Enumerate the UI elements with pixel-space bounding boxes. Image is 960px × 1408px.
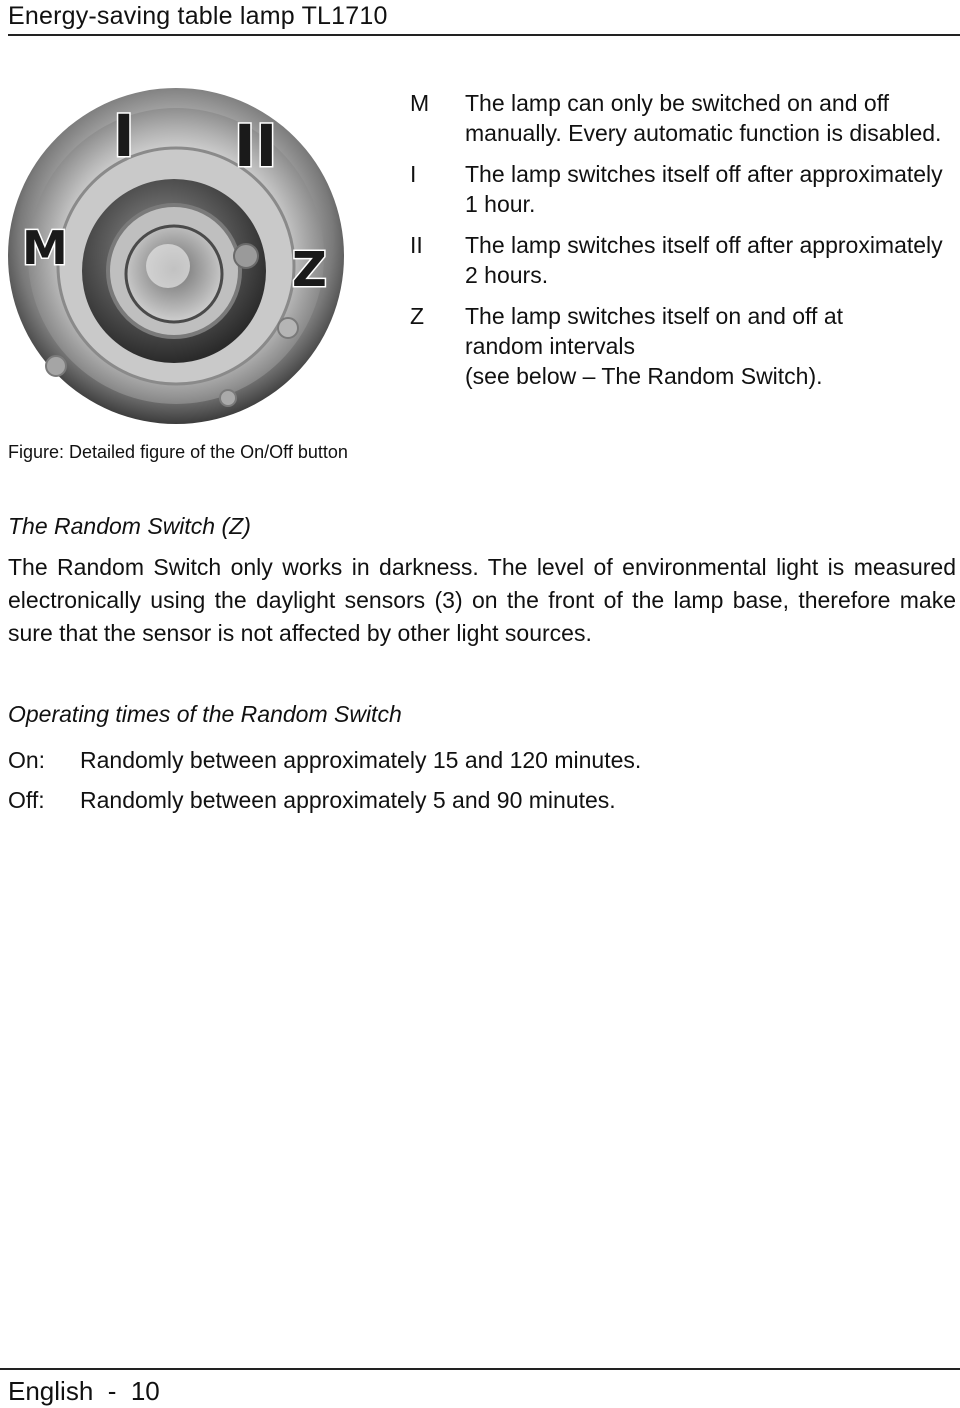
random-switch-heading: The Random Switch (Z) bbox=[8, 513, 251, 539]
mode-description-line: (see below – The Random Switch). bbox=[465, 363, 823, 389]
page-title: Energy-saving table lamp TL1710 bbox=[8, 2, 388, 30]
mode-item-z bbox=[410, 301, 955, 391]
mode-description: The lamp switches itself off after approximately 2 hours. bbox=[465, 232, 943, 288]
operating-times-heading: Operating times of the Random Switch bbox=[8, 701, 402, 727]
mode-item-ii bbox=[410, 230, 955, 290]
mode-description: The lamp can only be switched on and off manually. Every automatic function is disabled. bbox=[465, 90, 942, 146]
page-number: English - 10 bbox=[8, 1376, 160, 1406]
mode-key: Z bbox=[410, 303, 425, 329]
mode-key: M bbox=[410, 90, 430, 116]
mode-description-line: The lamp switches itself on and off at bbox=[465, 303, 843, 329]
operating-time-row-off bbox=[8, 780, 641, 820]
switch-label-z: Z bbox=[292, 242, 327, 298]
mode-item-m bbox=[410, 88, 955, 148]
switch-label-i: I bbox=[113, 102, 135, 170]
random-switch-paragraph: The Random Switch only works in darkness. The level of environmental light is measured electronically using the daylight sensors (3) on the front of the lamp base, therefore make sure that the sensor is not affected by other light sources. bbox=[8, 554, 956, 646]
operating-time-row-on bbox=[8, 740, 641, 780]
mode-key: II bbox=[410, 232, 423, 258]
figure-caption: Figure: Detailed figure of the On/Off button bbox=[8, 442, 348, 462]
mode-description: The lamp switches itself off after approximately 1 hour. bbox=[465, 161, 943, 217]
operating-time-label: Off: bbox=[8, 787, 45, 813]
mode-item-i bbox=[410, 159, 955, 219]
switch-label-m: M bbox=[22, 221, 68, 275]
mode-description bbox=[465, 301, 955, 391]
page-footer bbox=[0, 1368, 960, 1406]
on-off-button-figure bbox=[6, 86, 346, 426]
operating-times-list bbox=[8, 740, 641, 820]
operating-time-value: Randomly between approximately 15 and 120 minutes. bbox=[80, 747, 642, 773]
operating-time-label: On: bbox=[8, 747, 46, 773]
mode-key: I bbox=[410, 161, 417, 187]
switch-label-ii: II bbox=[234, 112, 278, 180]
mode-description-line: random intervals bbox=[465, 333, 636, 359]
operating-time-value: Randomly between approximately 5 and 90 minutes. bbox=[80, 787, 616, 813]
on-off-button-photo bbox=[6, 86, 346, 426]
page-header bbox=[8, 0, 960, 36]
mode-list bbox=[410, 88, 955, 391]
